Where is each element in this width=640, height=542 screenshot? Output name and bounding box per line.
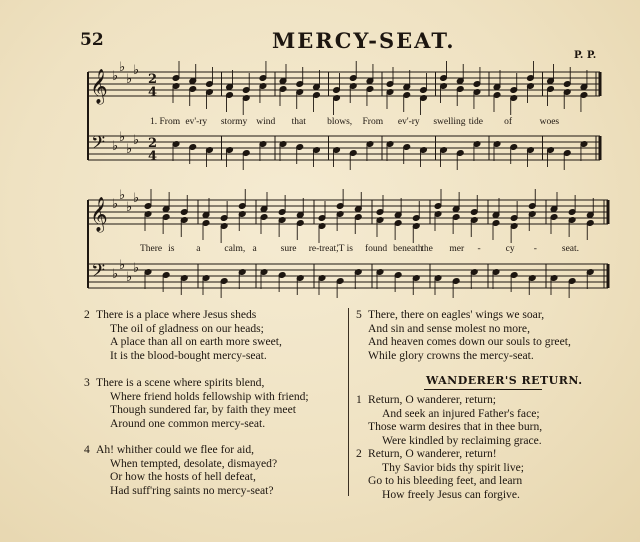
flat-sign: ♭ (133, 133, 140, 148)
flat-sign: ♭ (112, 139, 119, 154)
verse-line: Return, O wanderer, return! (368, 447, 497, 460)
flat-sign: ♭ (133, 191, 140, 206)
verse-line: Around one common mercy-seat. (110, 416, 266, 430)
verse-3 (84, 376, 309, 430)
lyric-syllable: mer (449, 244, 465, 254)
verse-line: Or how the hosts of hell defeat, (110, 470, 256, 484)
flat-sign: ♭ (112, 267, 119, 282)
flat-sign: ♭ (126, 200, 133, 215)
lyric-syllable: swelling (433, 117, 466, 127)
verse-number: 4 (84, 443, 90, 456)
time-sig-top: 2 (148, 136, 158, 151)
lyric-syllable: woes (539, 117, 560, 127)
second-hymn-title: WANDERER'S RETURN. (426, 374, 583, 387)
verse-line: Ah! whither could we flee for aid, (96, 443, 255, 456)
verse-number: 1 (356, 393, 362, 406)
lyric-syllable: - (533, 244, 537, 254)
lyric-syllable: 'T is (336, 244, 353, 254)
verse-line: Those warm desires that in thee burn, (368, 420, 543, 434)
column-divider (348, 308, 349, 496)
lyric-syllable: 1. From (150, 117, 181, 127)
lyric-syllable: ev'-ry (397, 117, 420, 127)
verse-number: 2 (84, 308, 90, 321)
verse-line: There is a scene where spirits blend, (96, 376, 265, 389)
treble-clef: 𝄞 (90, 69, 108, 104)
time-sig-top: 2 (148, 72, 158, 87)
lyric-syllable: calm, (224, 244, 246, 254)
lyric-syllable: of (504, 117, 513, 127)
verse-line: Where friend holds fellowship with friend; (110, 389, 309, 403)
time-sig-bottom: 4 (148, 85, 158, 100)
flat-sign: ♭ (133, 63, 140, 78)
verse-line: How freely Jesus can forgive. (382, 487, 520, 501)
flat-sign: ♭ (112, 69, 119, 84)
lyric-syllable: that (291, 117, 306, 127)
wanderer-verse-1 (356, 393, 543, 447)
bass-clef: 𝄢 (91, 133, 106, 158)
verse-number: 2 (356, 447, 362, 460)
verse-line: Had suff'ring saints no mercy-seat? (110, 483, 274, 497)
verse-line: It is the blood-bought mercy-seat. (110, 348, 267, 362)
treble-clef: 𝄞 (90, 197, 108, 232)
time-sig-bottom: 4 (148, 149, 158, 164)
title-underline (424, 389, 542, 390)
flat-sign: ♭ (112, 197, 119, 212)
verse-2 (84, 308, 282, 362)
lyric-syllable: ev'-ry (185, 117, 208, 127)
lyric-syllable: There (140, 244, 163, 254)
verse-line: There, there on eagles' wings we soar, (368, 308, 545, 321)
verse-line: There is a place where Jesus sheds (96, 308, 257, 321)
verse-line: A place than all on earth more sweet, (110, 335, 282, 349)
lyric-syllable: re-treat, (308, 244, 339, 254)
verse-line: Though sundered far, by faith they meet (110, 403, 296, 417)
page-number: 52 (80, 30, 104, 50)
verse-line: Thy Savior bids thy spirit live; (382, 460, 525, 474)
verse-line: When tempted, desolate, dismayed? (110, 456, 278, 470)
verse-line: The oil of gladness on our heads; (110, 321, 264, 335)
lyric-syllable: - (477, 244, 481, 254)
wanderer-verse-2 (356, 447, 525, 501)
verse-line: Return, O wanderer, return; (368, 393, 496, 406)
lyric-syllable: wind (256, 117, 276, 127)
verse-number: 3 (84, 376, 90, 389)
flat-sign: ♭ (119, 130, 126, 145)
verse-4 (84, 443, 278, 497)
lyric-syllable: a (252, 244, 257, 254)
verse-line: While glory crowns the mercy-seat. (368, 348, 534, 362)
verse-number: 5 (356, 308, 362, 321)
flat-sign: ♭ (119, 60, 126, 75)
lyric-syllable: cy (505, 244, 515, 254)
lyric-syllable: found (365, 244, 388, 254)
verse-line: And sin and sense molest no more, (368, 321, 530, 335)
flat-sign: ♭ (126, 72, 133, 87)
verse-line: And seek an injured Father's face; (382, 406, 540, 420)
verse-5 (356, 308, 571, 362)
flat-sign: ♭ (133, 261, 140, 276)
verse-line: Go to his bleeding feet, and learn (368, 474, 523, 488)
lyric-syllable: beneath (393, 244, 423, 254)
lyric-syllable: From (362, 117, 384, 127)
lyric-syllable: the (421, 244, 433, 254)
lyric-syllable: seat. (561, 244, 580, 254)
flat-sign: ♭ (126, 142, 133, 157)
verse-line: And heaven comes down our souls to greet, (368, 335, 571, 349)
meter-mark: P. P. (574, 50, 597, 61)
flat-sign: ♭ (119, 258, 126, 273)
lyric-syllable: stormy (220, 117, 248, 127)
hymn-title: MERCY-SEAT. (272, 28, 456, 53)
flat-sign: ♭ (126, 270, 133, 285)
lyric-syllable: tide (468, 117, 483, 127)
lyric-syllable: a (196, 244, 201, 254)
lyric-syllable: blows, (327, 117, 353, 127)
flat-sign: ♭ (119, 188, 126, 203)
lyric-syllable: is (168, 244, 175, 254)
bass-clef: 𝄢 (91, 261, 106, 286)
lyric-syllable: sure (280, 244, 297, 254)
verse-line: Were kindled by reclaiming grace. (382, 433, 542, 447)
